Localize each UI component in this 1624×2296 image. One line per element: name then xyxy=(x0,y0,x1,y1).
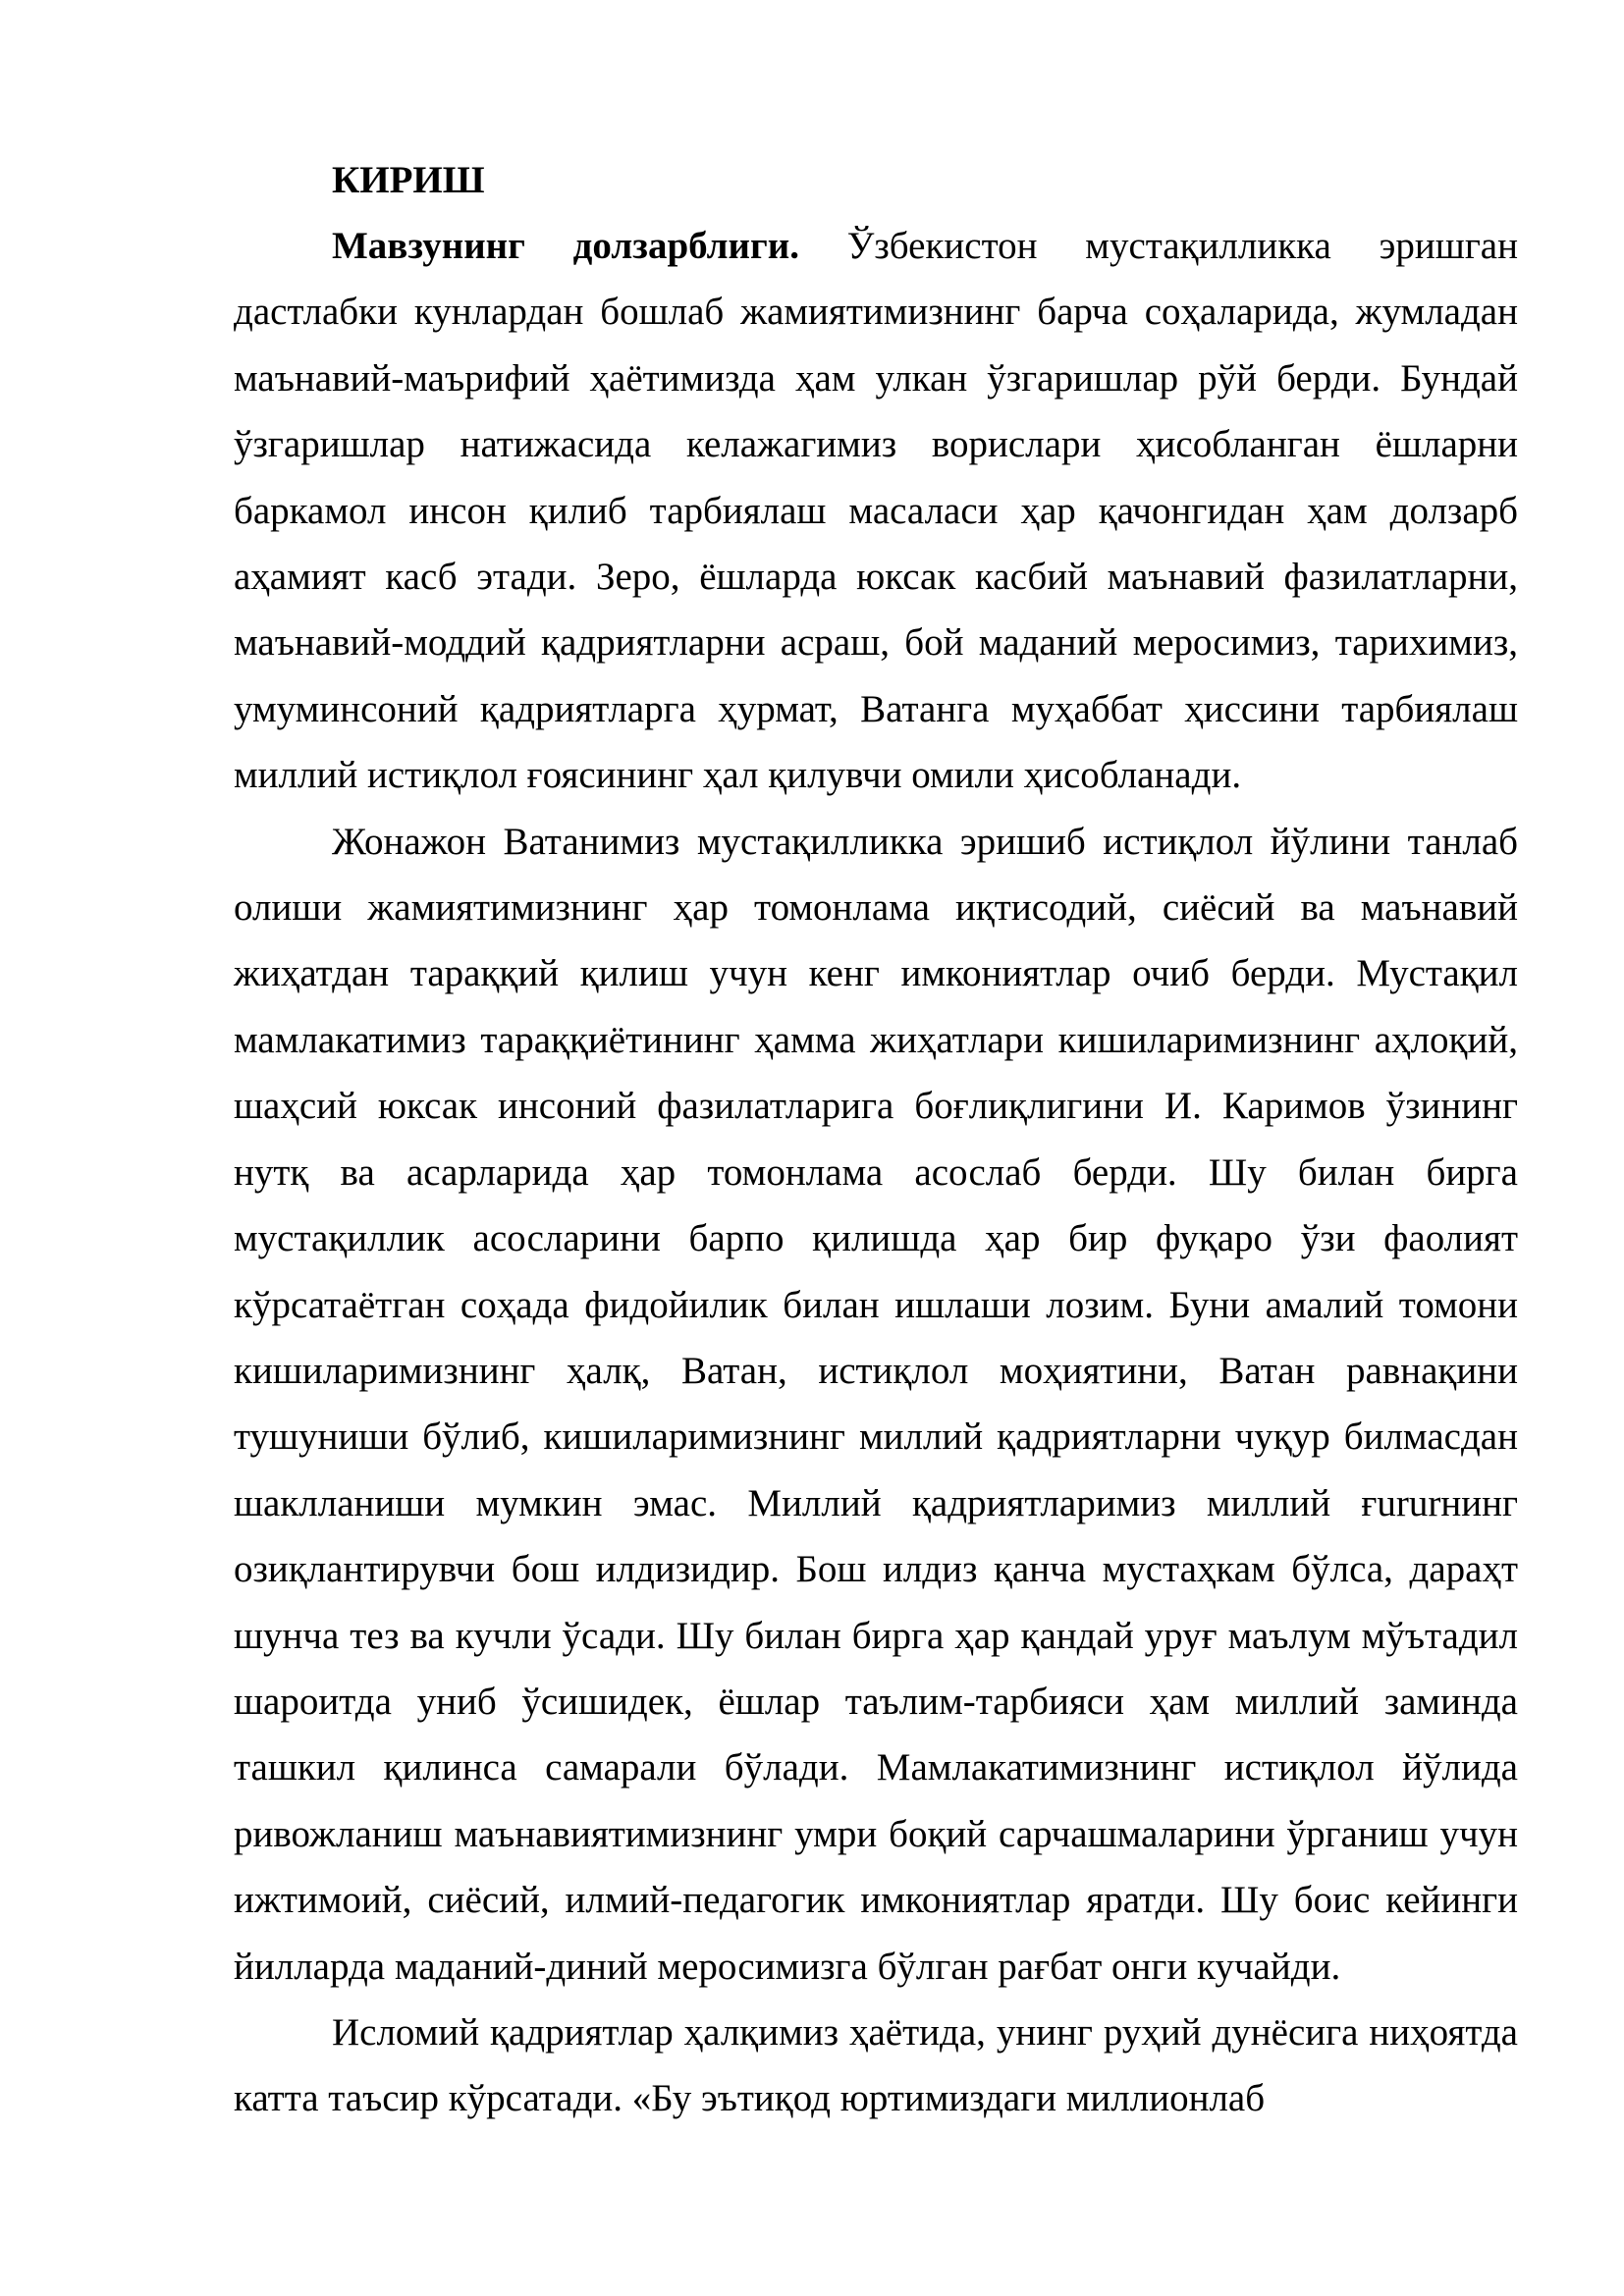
paragraph-text: Исломий қадриятлар ҳалқимиз ҳаётида, унинг руҳий дунёсига ниҳоятда катта таъсир кўрсатади. «Бу эътиқод юртимиздаги миллионлаб xyxy=(234,2010,1518,2120)
paragraph-independence xyxy=(234,809,1518,2000)
paragraph-relevance xyxy=(234,213,1518,809)
document-body xyxy=(234,147,1518,2132)
paragraph-text: Ўзбекистон мустақилликка эришган дастлабки кунлардан бошлаб жамиятимизнинг барча соҳаларида, жумладан маънавий-маърифий ҳаётимизда ҳам улкан ўзгаришлар рўй берди. Бундай ўзгаришлар натижасида келажагимиз ворислари ҳисобланган ёшларни баркамол инсон қилиб тарбиялаш масаласи ҳар қачонгидан ҳам долзарб аҳамият касб этади. Зеро, ёшларда юксак касбий маънавий фазилатларни, маънавий-моддий қадриятларни асраш, бой маданий меросимиз, тарихимиз, умуминсоний қадриятларга ҳурмат, Ватанга муҳаббат ҳиссини тарбиялаш миллий истиқлол ғоясининг ҳал қилувчи омили ҳисобланади. xyxy=(234,225,1518,797)
section-heading: КИРИШ xyxy=(332,159,485,201)
paragraph-lead: Мавзунинг долзарблиги. xyxy=(332,225,799,267)
paragraph-islamic-values xyxy=(234,2000,1518,2132)
paragraph-text: Жонажон Ватанимиз мустақилликка эришиб истиқлол йўлини танлаб олиши жамиятимизнинг ҳар томонлама иқтисодий, сиёсий ва маънавий жиҳатдан тараққий қилиш учун кенг имкониятлар очиб берди. Мустақил мамлакатимиз тараққиётининг ҳамма жиҳатлари кишиларимизнинг аҳлоқий, шаҳсий юксак инсоний фазилатларига боғлиқлигини И. Каримов ўзининг нутқ ва асарларида ҳар томонлама асослаб берди. Шу билан бирга мустақиллик асосларини барпо қилишда ҳар бир фуқаро ўзи фаолият кўрсатаётган соҳада фидойилик билан ишлаши лозим. Буни амалий томони кишиларимизнинг ҳалқ, Ватан, истиқлол моҳиятини, Ватан равнақини тушуниши бўлиб, кишиларимизнинг миллий қадриятларни чуқур билмасдан шаклланиши мумкин эмас. Миллий қадриятларимиз миллий ғururнинг озиқлантирувчи бош илдизидир. Бош илдиз қанча мустаҳкам бўлса, дараҳт шунча тез ва кучли ўсади. Шу билан бирга ҳар қандай уруғ маълум мўътадил шароитда униб ўсишидек, ёшлар таълим-тарбияси ҳам миллий заминда ташкил қилинса самарали бўлади. Мамлакатимизнинг истиқлол йўлида ривожланиш маънавиятимизнинг умри боқий сарчашмаларини ўрганиш учун ижтимоий, сиёсий, илмий-педагогик имкониятлар яратди. Шу боис кейинги йилларда маданий-диний меросимизга бўлган рағбат онги кучайди. xyxy=(234,820,1518,1988)
